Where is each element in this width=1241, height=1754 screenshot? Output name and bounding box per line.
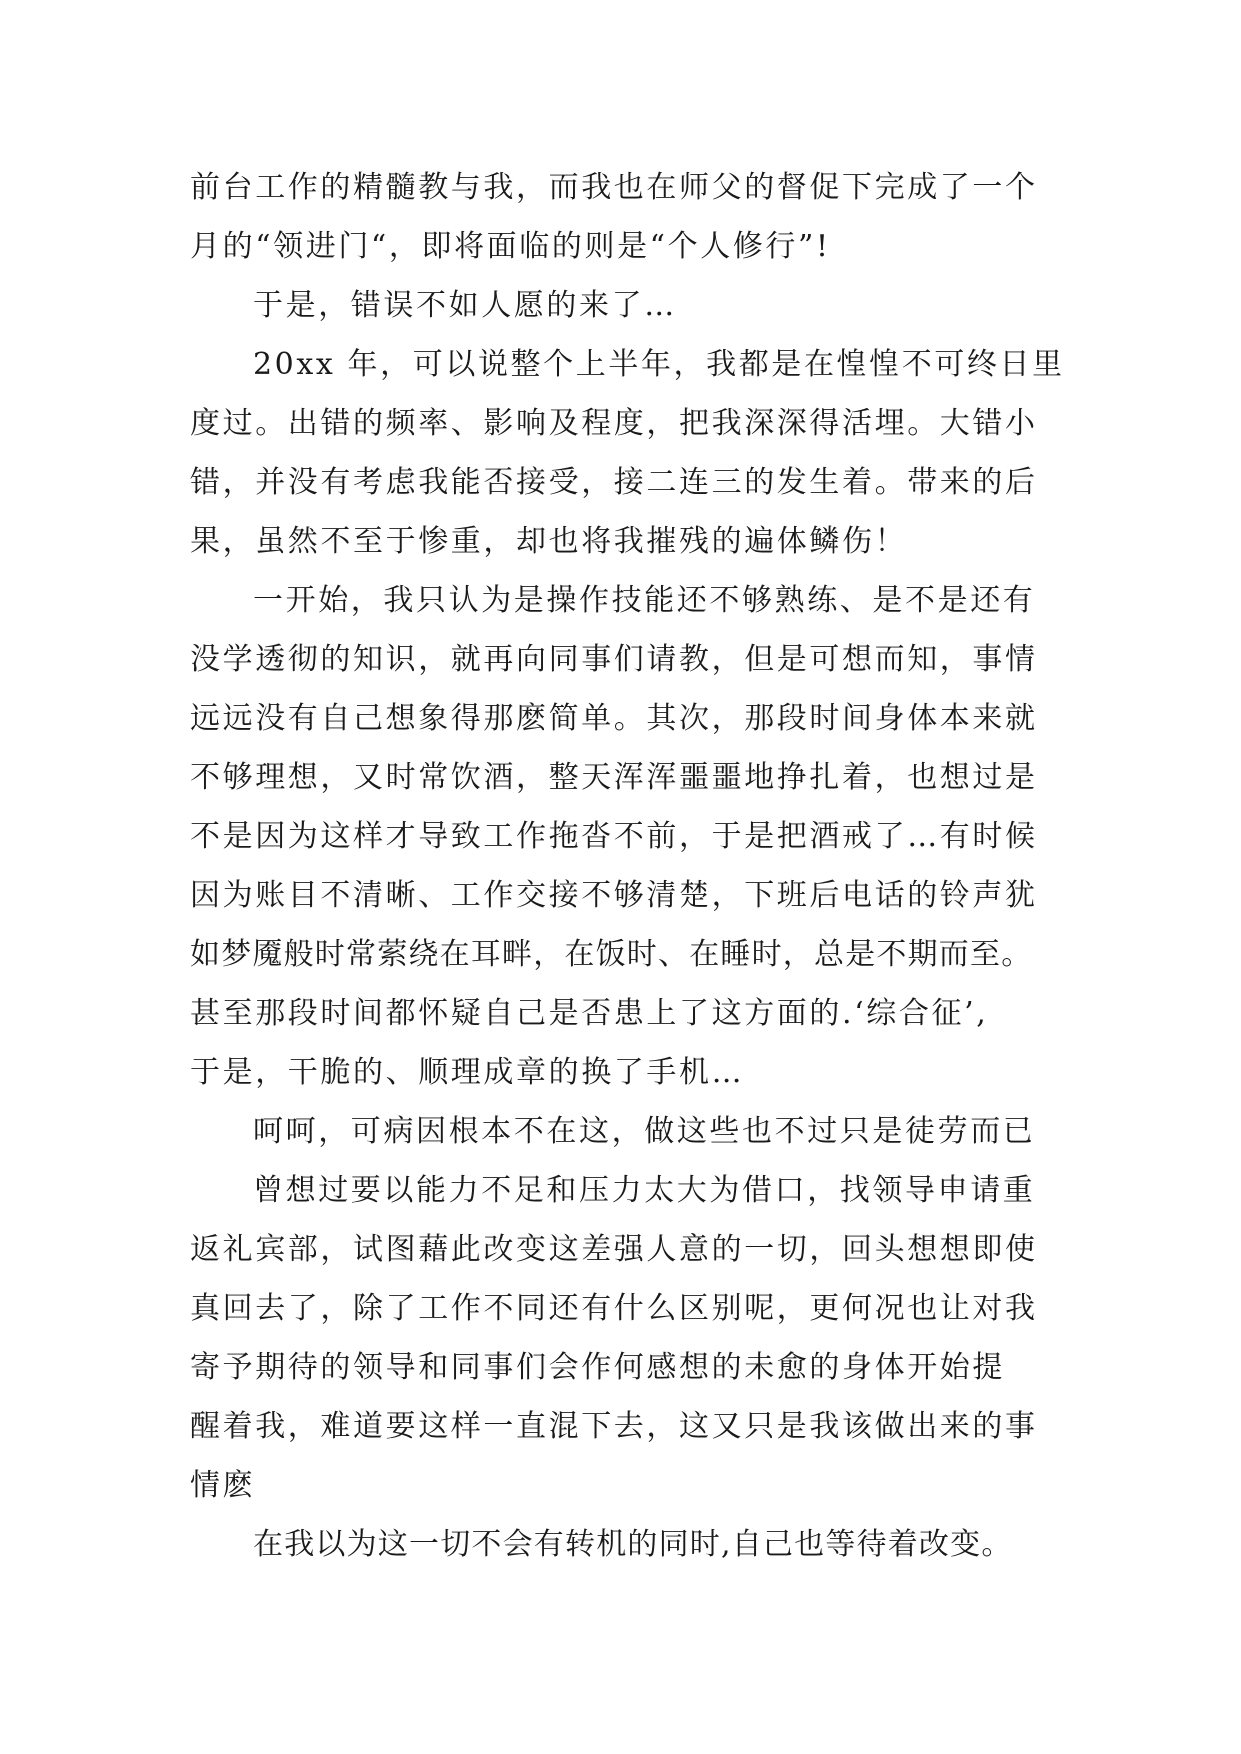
text-line: 真回去了，除了工作不同还有什么区别呢，更何况也让对我 [190,1291,1038,1326]
text-line: 没学透彻的知识，就再向同事们请教，但是可想而知，事情 [190,642,1038,677]
text-line: 一开始，我只认为是操作技能还不够熟练、是不是还有 [253,583,1036,618]
text-line: 月的“领进门“，即将面临的则是“个人修行”! [190,229,831,264]
text-line: 返礼宾部，试图藉此改变这差强人意的一切，回头想想即使 [190,1232,1038,1267]
text-line: 于是，干脆的、顺理成章的换了手机… [190,1055,745,1090]
text-line: 如梦魇般时常萦绕在耳畔，在饭时、在睡时，总是不期而至。 [190,937,1033,972]
text-line: 前台工作的精髓教与我，而我也在师父的督促下完成了一个 [190,170,1038,205]
text-line: 情麽 [190,1468,256,1503]
body-text [190,158,1065,1574]
text-line: 甚至那段时间都怀疑自己是否患上了这方面的.‘综合征’, [190,996,989,1031]
text-line: 寄予期待的领导和同事们会作何感想的未愈的身体开始提 [190,1350,1005,1385]
text-line: 不够理想，又时常饮酒，整天浑浑噩噩地挣扎着，也想过是 [190,760,1038,795]
text-line: 曾想过要以能力不足和压力太大为借口，找领导申请重 [253,1173,1036,1208]
text-line: 在我以为这一切不会有转机的同时,自己也等待着改变。 [253,1527,1013,1562]
text-line: 呵呵，可病因根本不在这，做这些也不过只是徒劳而已 [253,1114,1036,1149]
text-line: 远远没有自己想象得那麽简单。其次，那段时间身体本来就 [190,701,1038,736]
text-line: 因为账目不清晰、工作交接不够清楚，下班后电话的铃声犹 [190,878,1038,913]
text-line: 度过。出错的频率、影响及程度，把我深深得活埋。大错小 [190,406,1038,441]
text-line: 果，虽然不至于惨重，却也将我摧残的遍体鳞伤！ [190,524,908,559]
text-line: 醒着我，难道要这样一直混下去，这又只是我该做出来的事 [190,1409,1038,1444]
text-line: 于是，错误不如人愿的来了… [253,288,677,323]
text-line: 不是因为这样才导致工作拖沓不前，于是把酒戒了…有时候 [190,819,1038,854]
text-line: 错，并没有考虑我能否接受，接二连三的发生着。带来的后 [190,465,1038,500]
text-line: 20xx 年，可以说整个上半年，我都是在惶惶不可终日里 [253,347,1065,382]
